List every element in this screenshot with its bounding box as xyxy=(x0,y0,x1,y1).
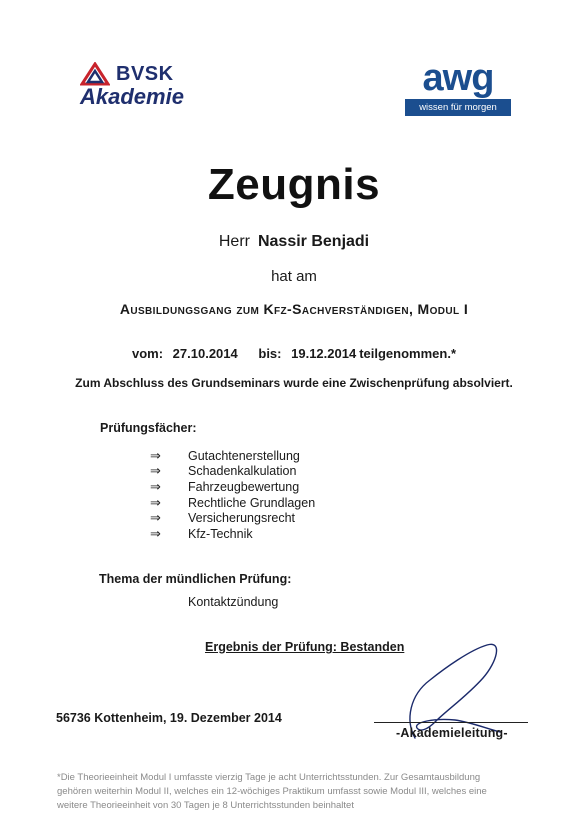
arrow-icon: ⇒ xyxy=(150,463,161,479)
subject-label: Versicherungsrecht xyxy=(188,511,296,526)
awg-logo xyxy=(405,58,511,122)
intermediate-exam-text: Zum Abschluss des Grundseminars wurde eine Zwischenprüfung absolviert. xyxy=(75,376,513,390)
arrow-icon: ⇒ xyxy=(150,494,161,510)
course-title: Ausbildungsgang zum Kfz-Sachverständigen, Modul I xyxy=(119,301,469,317)
subject-label: Kfz-Technik xyxy=(188,526,253,541)
bvsk-triangle-icon xyxy=(80,62,110,86)
arrow-icon: ⇒ xyxy=(150,510,161,526)
certificate-title: Zeugnis xyxy=(207,160,381,209)
bvsk-logo xyxy=(80,62,184,110)
from-label: vom: xyxy=(131,346,164,361)
from-date: 27.10.2014 xyxy=(172,346,238,361)
salutation: Herr xyxy=(218,233,250,250)
subject-list xyxy=(150,448,315,542)
recipient-name: Nassir Benjadi xyxy=(257,233,370,250)
awg-name: awg xyxy=(422,57,494,99)
arrow-icon: ⇒ xyxy=(150,478,161,494)
list-item xyxy=(150,510,315,526)
hat-am-text: hat am xyxy=(271,268,317,285)
subject-label: Schadenkalkulation xyxy=(188,464,297,479)
list-item xyxy=(150,495,315,511)
signature-icon xyxy=(375,640,525,740)
awg-tagline: wissen für morgen xyxy=(405,99,511,116)
signature-label: -Akademieleitung- xyxy=(396,726,508,740)
subjects-label: Prüfungsfächer: xyxy=(100,421,197,435)
bvsk-subtitle: Akademie xyxy=(80,84,184,109)
oral-exam-topic: Kontaktzündung xyxy=(188,595,279,609)
subject-label: Rechtliche Grundlagen xyxy=(188,495,316,510)
subject-label: Gutachtenerstellung xyxy=(188,448,300,463)
exam-result: Ergebnis der Prüfung: Bestanden xyxy=(205,640,405,654)
oral-exam-label: Thema der mündlichen Prüfung: xyxy=(99,572,292,586)
list-item xyxy=(150,464,315,480)
recipient-line xyxy=(0,233,588,251)
list-item xyxy=(150,479,315,495)
list-item xyxy=(150,448,315,464)
signature-line xyxy=(374,722,528,723)
arrow-icon: ⇒ xyxy=(150,525,161,541)
bvsk-name: BVSK xyxy=(116,62,174,85)
participation-text: teilgenommen.* xyxy=(359,346,456,361)
to-label: bis: xyxy=(258,346,282,361)
footnote: *Die Theorieeinheit Modul I umfasste vierzig Tage je acht Unterrichtsstunden. Zur Gesamtausbildung gehören weiterhin Modul II, welches ein 12-wöchiges Praktikum umfasst sowie Modul III, welches eine weitere Theorieeinheit von 30 Tagen je 8 Unterrichtsstunden beinhaltet xyxy=(57,772,487,811)
date-range xyxy=(0,346,588,361)
arrow-icon: ⇒ xyxy=(150,447,161,463)
place-date: 56736 Kottenheim, 19. Dezember 2014 xyxy=(56,711,282,725)
to-date: 19.12.2014 xyxy=(291,346,357,361)
list-item xyxy=(150,526,315,542)
subject-label: Fahrzeugbewertung xyxy=(188,479,300,494)
